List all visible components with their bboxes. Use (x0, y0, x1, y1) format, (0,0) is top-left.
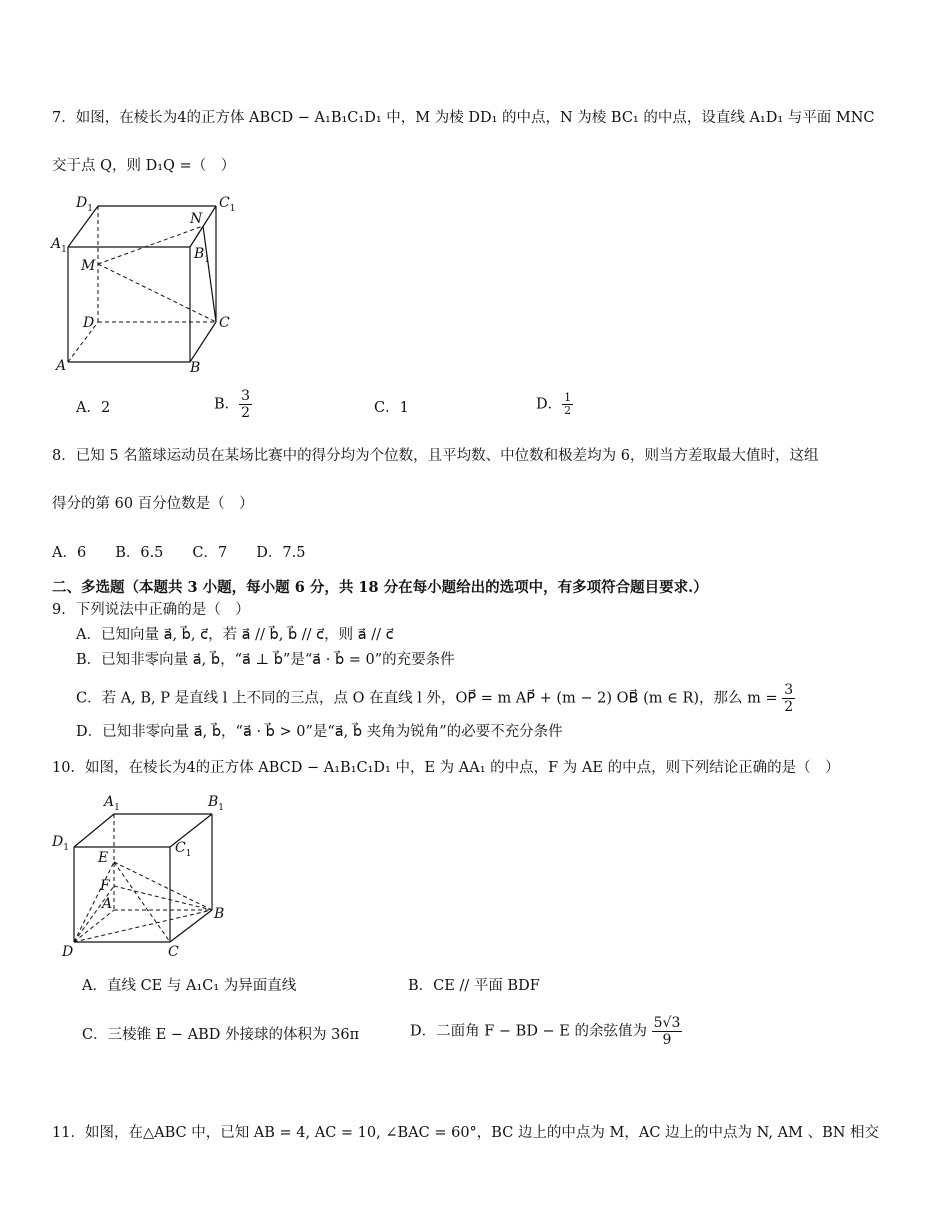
q7-label-C: C (219, 315, 230, 331)
q7-label-D: D (83, 315, 95, 331)
q7-stem-line1: 7．如图，在棱长为4的正方体 ABCD − A₁B₁C₁D₁ 中，M 为棱 DD₁ 的中点，N 为棱 BC₁ 的中点，设直线 A₁D₁ 与平面 MNC (52, 110, 875, 126)
q10-option-b: B．CE // 平面 BDF (408, 978, 540, 994)
q10-label-C1: $C_1$ (175, 840, 192, 859)
q10-label-A: A (102, 896, 113, 912)
q7-label-A: A (56, 358, 67, 374)
q10-label-D1: $D_1$ (52, 834, 69, 853)
q7-option-d-fraction (562, 392, 573, 417)
q7-option-d-prefix: D． (536, 396, 563, 413)
q9-stem: 9．下列说法中正确的是（ ） (52, 602, 250, 618)
q10-option-d-fraction (652, 1015, 683, 1048)
q7-label-C1: $C_1$ (219, 195, 236, 214)
q7-option-b-prefix: B． (214, 396, 240, 413)
q7-label-D1: $D_1$ (76, 195, 93, 214)
q9-option-b: B．已知非零向量 a⃗, b⃗，“a⃗ ⊥ b⃗”是“a⃗ · b⃗ = 0”的充要条件 (76, 652, 455, 668)
q10-label-A1: $A_1$ (104, 794, 120, 813)
q10-stem: 10．如图，在棱长为4的正方体 ABCD − A₁B₁C₁D₁ 中，E 为 AA₁ 的中点，F 为 AE 的中点，则下列结论正确的是（ ） (52, 760, 840, 776)
q10-label-B: B (214, 906, 225, 922)
q10-cube-figure (48, 790, 248, 965)
q7-option-b-num: 3 (241, 388, 251, 404)
q8-stem-line1: 8．已知 5 名篮球运动员在某场比赛中的得分均为个位数，且平均数、中位数和极差均为 6，则当方差取最大值时，这组 (52, 448, 819, 464)
q11-stem-line1: 11．如图，在△ABC 中，已知 AB = 4, AC = 10, ∠BAC = 60°，BC 边上的中点为 M，AC 边上的中点为 N, AM 、BN 相交 (52, 1125, 880, 1141)
q7-stem-line2: 交于点 Q，则 D₁Q =（ ） (52, 158, 236, 174)
q10-label-F: F (100, 878, 110, 894)
q9-option-c-num: 3 (784, 682, 794, 698)
q9-option-c-fraction (782, 682, 795, 715)
q10-option-d-text: D．二面角 F − BD − E 的余弦值为 (410, 1023, 648, 1040)
q10-option-c: C．三棱锥 E − ABD 外接球的体积为 36π (82, 1027, 360, 1043)
q10-option-d-den: 9 (662, 1032, 672, 1048)
q7-option-c: C．1 (374, 400, 409, 416)
q10-label-C: C (168, 944, 179, 960)
q10-label-B1: $B_1$ (208, 794, 225, 813)
q10-label-D: D (62, 944, 74, 960)
q7-option-a: A．2 (76, 400, 111, 416)
q7-label-B: B (190, 360, 201, 375)
q7-cube-figure (48, 190, 248, 375)
q9-option-a: A．已知向量 a⃗, b⃗, c⃗，若 a⃗ // b⃗, b⃗ // c⃗，则 a⃗ // c⃗ (76, 627, 394, 643)
q7-label-B1: $B_1$ (194, 246, 211, 265)
q10-option-a: A．直线 CE 与 A₁C₁ 为异面直线 (82, 978, 297, 994)
q9-option-c-den: 2 (784, 699, 794, 715)
q7-option-b-den: 2 (241, 405, 251, 421)
section-2-heading: 二、多选题（本题共 3 小题，每小题 6 分，共 18 分在每小题给出的选项中，有多项符合题目要求.） (52, 579, 708, 596)
q7-option-d-num: 1 (564, 391, 572, 404)
q10-option-d-num: 5√3 (653, 1015, 681, 1031)
q7-option-d (536, 392, 573, 417)
q7-label-A1: $A_1$ (51, 236, 67, 255)
q7-label-M: M (81, 258, 96, 274)
q7-option-d-den: 2 (564, 404, 572, 417)
q8-stem-line2: 得分的第 60 百分位数是（ ） (52, 496, 254, 512)
q8-options: A．6 B．6.5 C．7 D．7.5 (52, 545, 306, 561)
q10-option-d (410, 1015, 682, 1048)
q9-option-c (76, 682, 795, 715)
q7-label-N: N (190, 211, 203, 227)
q7-option-b (214, 388, 252, 421)
q7-option-b-fraction (239, 388, 252, 421)
q9-option-c-text: C．若 A, B, P 是直线 l 上不同的三点，点 O 在直线 l 外，OP⃗ = m AP⃗ + (m − 2) OB⃗ (m ∈ R)，那么 m = (76, 690, 778, 707)
q9-option-d: D．已知非零向量 a⃗, b⃗，“a⃗ · b⃗ > 0”是“a⃗, b⃗ 夹角为锐角”的必要不充分条件 (76, 724, 563, 740)
q10-label-E: E (98, 850, 109, 866)
